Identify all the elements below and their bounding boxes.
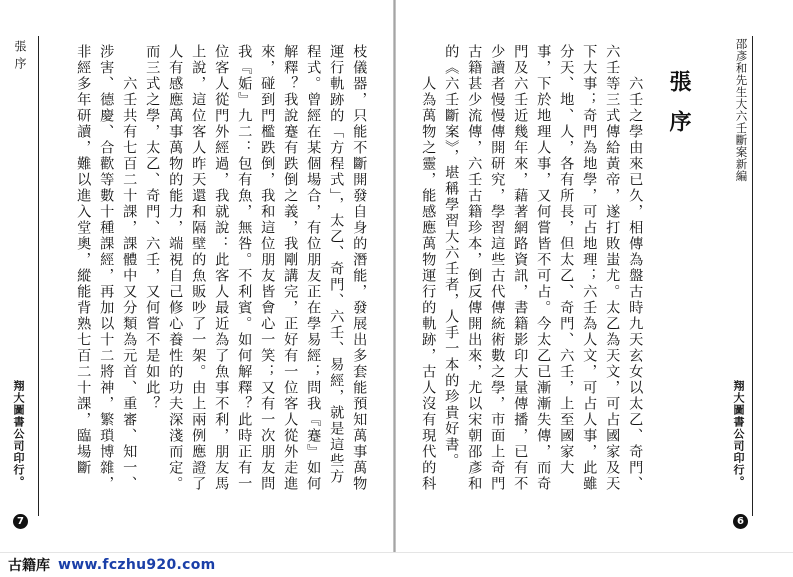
left-body-column: 運行軌跡的「方程式」，太乙、奇門、六壬、易經，就是這些方 bbox=[328, 44, 345, 485]
right-running-title: 邵彥和先生大六壬斷案新編 bbox=[734, 38, 749, 182]
right-publisher-mark: 翔大圖書公司印行。 bbox=[732, 380, 745, 488]
site-url-link[interactable]: www.fczhu920.com bbox=[58, 557, 216, 573]
left-body-column: 上說，這位客人昨天還和隔壁的魚販吵了一架。由上兩例應證了 bbox=[190, 44, 207, 492]
right-body-column: 事，下於地理人事，又何嘗皆不可占。今太乙已漸漸失傳，而奇 bbox=[535, 44, 552, 492]
right-body-column: 的《六壬斷案》，堪稱學習大六壬者，人手一本的珍貴好書。 bbox=[443, 44, 460, 469]
left-body-column: 而三式之學，太乙、奇門、六壬，又何嘗不是如此？ bbox=[144, 44, 161, 412]
left-body-column: 涉害、德慶、合歡等數十種課經，再加以十二將神，繁瑣博雜， bbox=[98, 44, 115, 492]
right-body-column: 下大事；奇門為地學，可占地理；六壬為人文，可占人事，此雖 bbox=[581, 44, 598, 492]
right-body-column: 分天、地、人，各有所長，但太乙、奇門、六壬，上至國家大 bbox=[558, 44, 575, 476]
left-page bbox=[0, 0, 396, 552]
left-body-column: 位客人從門外經過，我就說：此客人最近為了魚事不利，朋友馬 bbox=[213, 44, 230, 492]
left-header-rule bbox=[38, 36, 39, 516]
right-page-number: 6 bbox=[733, 514, 748, 529]
section-title: 張序 bbox=[666, 70, 692, 150]
right-body-column: 六壬之學由來已久，相傳為盤古時九天玄女以太乙、奇門、 bbox=[627, 44, 644, 492]
left-running-title: 張序 bbox=[13, 40, 27, 74]
left-body-column: 人有感應萬事萬物的能力，端視自己修心養性的功夫深淺而定。 bbox=[167, 44, 184, 492]
site-name: 古籍库 bbox=[8, 558, 50, 574]
right-body-column: 人為萬物之靈，能感應萬物運行的軌跡，古人沒有現代的科 bbox=[420, 44, 437, 492]
left-publisher-mark: 翔大圖書公司印行。 bbox=[12, 380, 25, 488]
left-body-column: 枝儀器，只能不斷開發自身的潛能，發展出多套能預知萬事萬物 bbox=[351, 44, 368, 492]
right-body-column: 六壬等三式傳給黃帝，遂打敗蚩尤。太乙為天文，可占國家及天 bbox=[604, 44, 621, 492]
left-body-column: 六壬共有七百二十課，課體中又分類為元首、重審、知一、 bbox=[121, 44, 138, 492]
right-header-rule bbox=[752, 36, 753, 516]
left-body-column: 我『姤』九二：包有魚，無咎。不利賓。如何解釋？此時正有一 bbox=[236, 44, 253, 492]
left-page-number: 7 bbox=[13, 514, 28, 529]
left-body-column: 來，碰到門檻跌倒，我和這位朋友皆會心一笑；又有一次朋友問 bbox=[259, 44, 276, 492]
right-body-column: 少讀者慢慢傳開研究，學習這些古代傳統術數之學，市面上奇門 bbox=[489, 44, 506, 492]
right-body-column: 門及六壬近幾年來，藉著網路資訊，書籍影印大量傳播，已有不 bbox=[512, 44, 529, 492]
left-body-column: 解釋？我說蹇有跌倒之義，我剛講完，正好有一位客人從外走進 bbox=[282, 44, 299, 492]
left-body-column: 程式。曾經在某個場合，有位朋友正在學易經；問我『蹇』如何 bbox=[305, 44, 322, 492]
left-body-column: 非經多年研讀，難以進入堂奧，縱能背熟七百二十課，臨場斷 bbox=[75, 44, 92, 476]
site-watermark-bar bbox=[0, 552, 793, 577]
right-body-column: 古籍甚少流傳，六壬古籍珍本，倒反傳開出來，尤以宋朝邵彥和 bbox=[466, 44, 483, 492]
